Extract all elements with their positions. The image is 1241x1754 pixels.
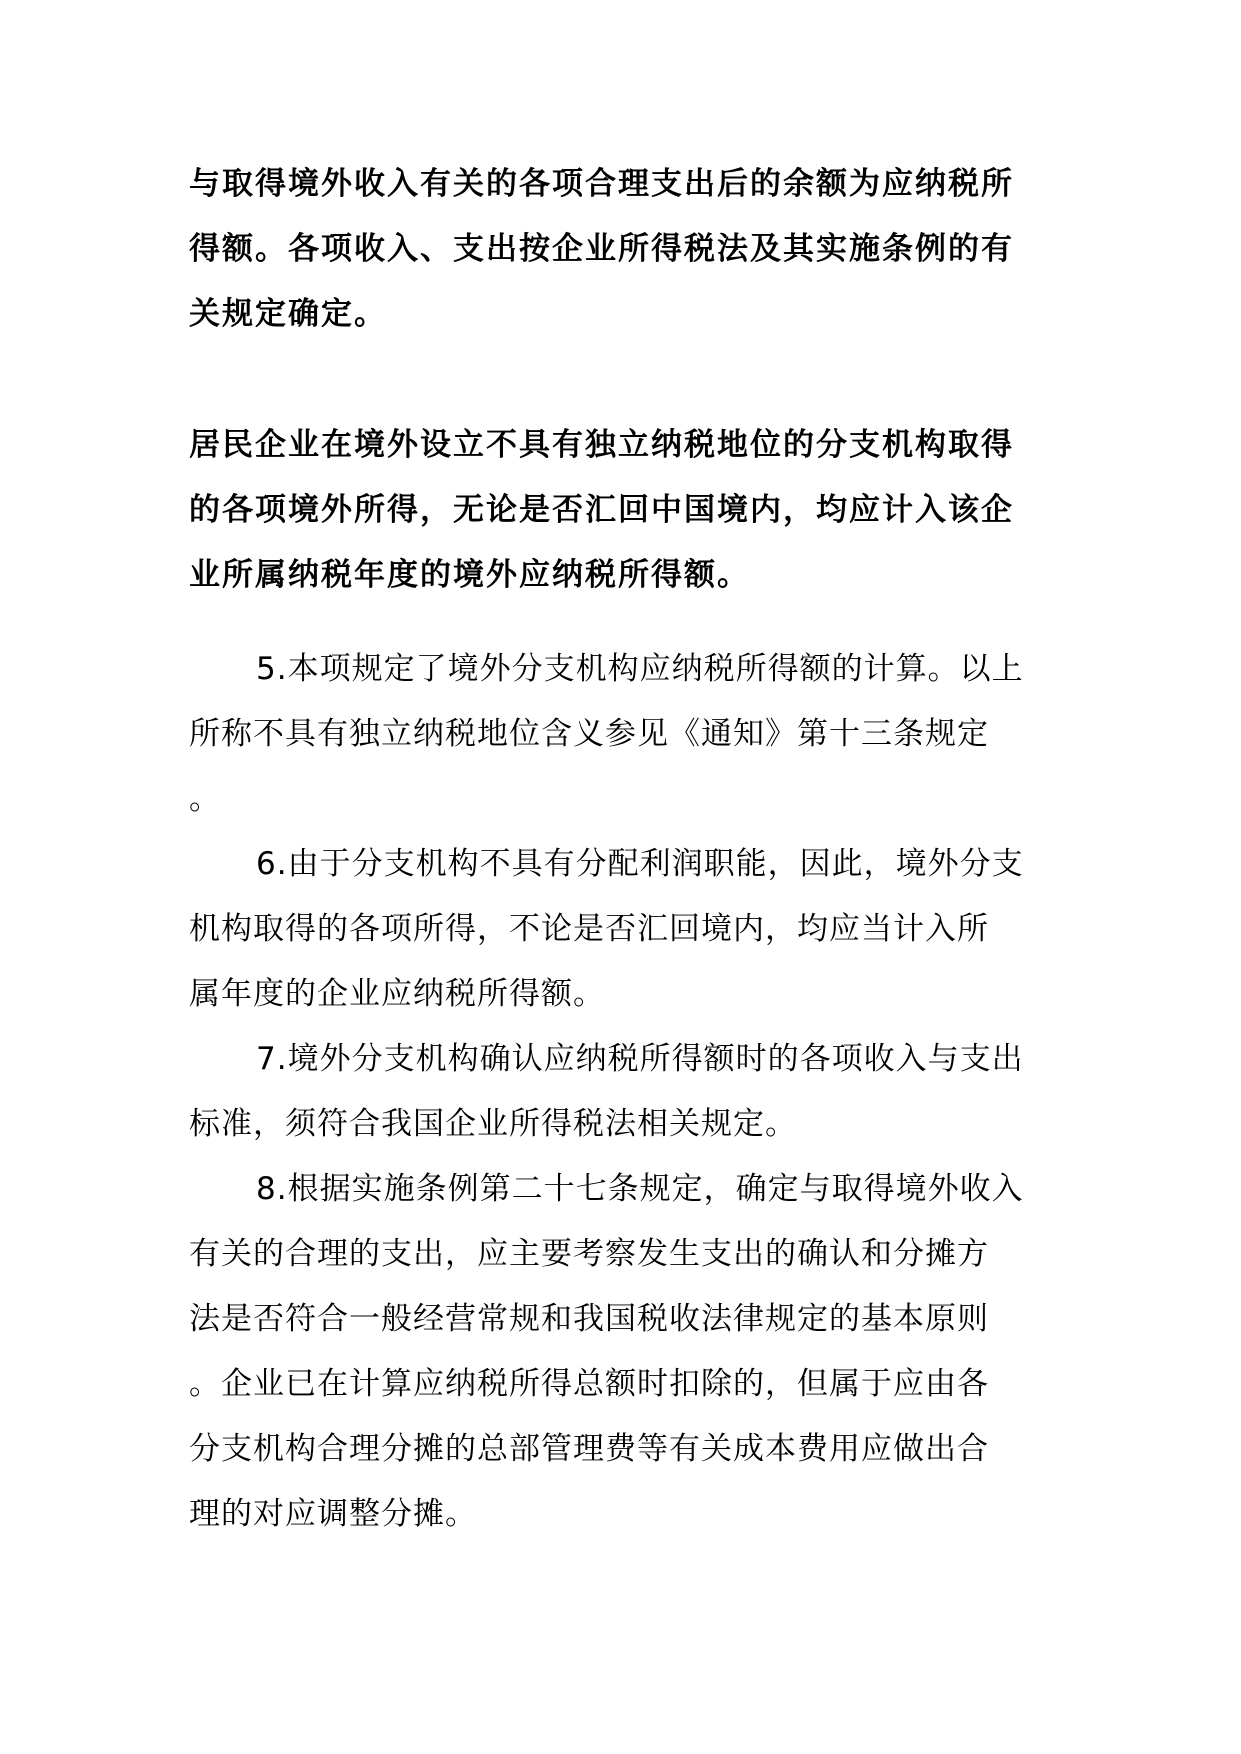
bold-text-line: 居民企业在境外设立不具有独立纳税地位的分支机构取得 [189,427,1014,463]
paragraph-8-line: 法是否符合一般经营常规和我国税收法律规定的基本原则 [189,1301,989,1337]
paragraph-5-line: 。 [189,781,221,817]
paragraph-8-line: 。企业已在计算应纳税所得总额时扣除的，但属于应由各 [189,1366,989,1402]
bold-text-line: 关规定确定。 [189,296,387,332]
paragraph-8-line: 理的对应调整分摊。 [189,1496,477,1532]
bold-text-line: 与取得境外收入有关的各项合理支出后的余额为应纳税所 [189,166,1014,202]
paragraph-7-line: 标准，须符合我国企业所得税法相关规定。 [189,1106,797,1142]
paragraph-8-line: 分支机构合理分摊的总部管理费等有关成本费用应做出合 [189,1431,989,1467]
paragraph-7-line: 7.境外分支机构确认应纳税所得额时的各项收入与支出 [256,1041,1024,1077]
paragraph-8-line: 有关的合理的支出，应主要考察发生支出的确认和分摊方 [189,1236,989,1272]
paragraph-8-line: 8.根据实施条例第二十七条规定，确定与取得境外收入 [256,1171,1024,1207]
bold-text-line: 的各项境外所得，无论是否汇回中国境内，均应计入该企 [189,492,1014,528]
paragraph-5-line: 5.本项规定了境外分支机构应纳税所得额的计算。以上 [256,651,1024,687]
paragraph-6-line: 属年度的企业应纳税所得额。 [189,976,605,1012]
paragraph-6-line: 6.由于分支机构不具有分配利润职能，因此，境外分支 [256,846,1024,882]
paragraph-5-line: 所称不具有独立纳税地位含义参见《通知》第十三条规定 [189,716,989,752]
paragraph-6-line: 机构取得的各项所得，不论是否汇回境内，均应当计入所 [189,911,989,947]
bold-text-line: 业所属纳税年度的境外应纳税所得额。 [189,557,750,593]
bold-text-line: 得额。各项收入、支出按企业所得税法及其实施条例的有 [189,231,1014,267]
